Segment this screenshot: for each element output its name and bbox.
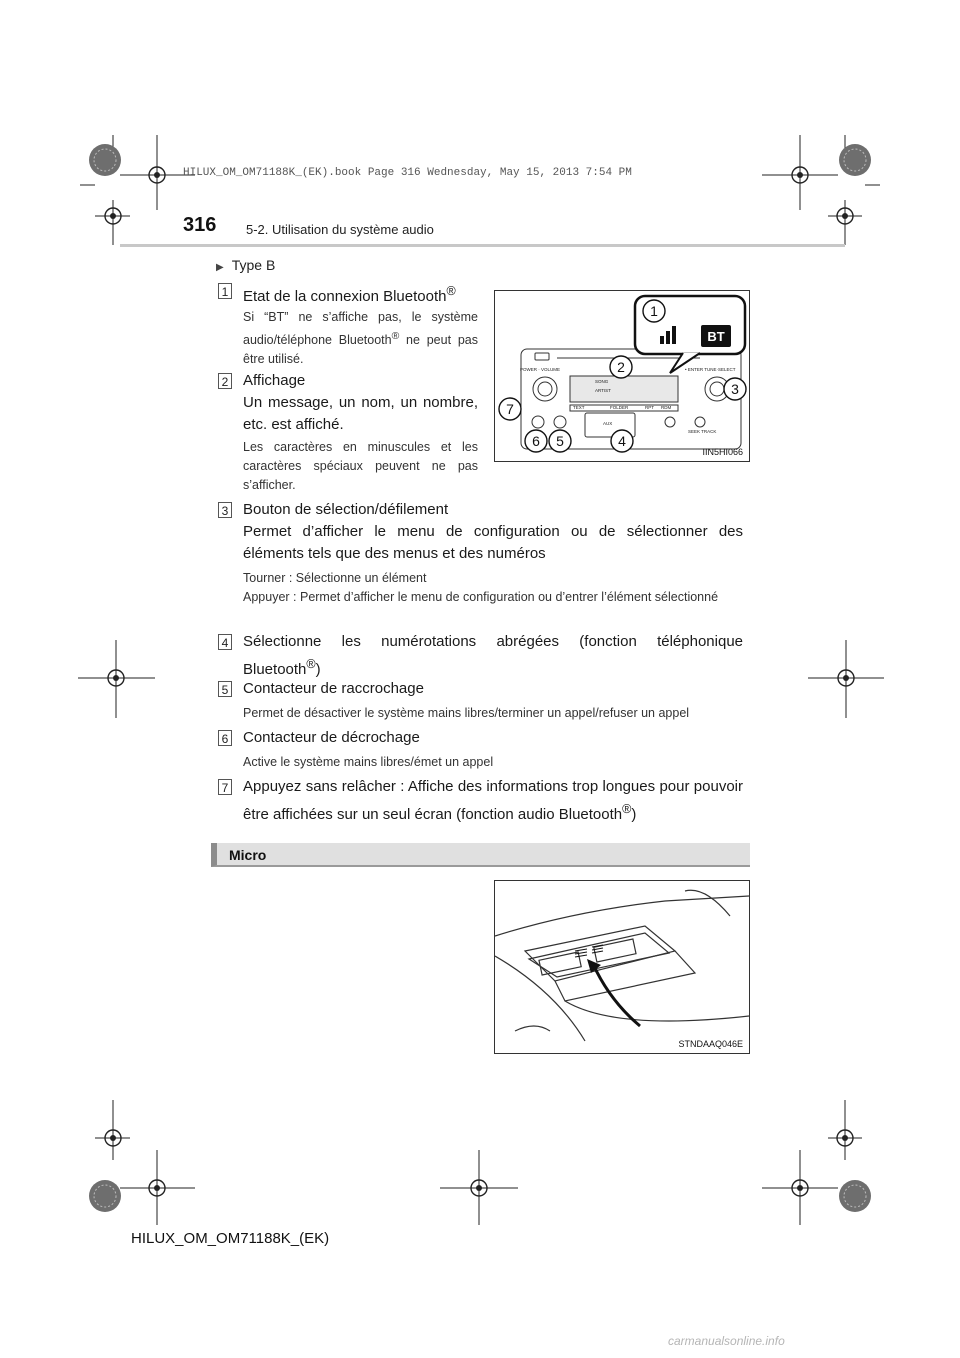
page-number: 316 [183,214,217,236]
seek-track-label: SEEK TRACK [688,429,717,434]
registered-mark: ® [622,802,632,816]
callout-6: 6 [532,433,540,449]
item-subtitle: Permet d’afficher le menu de configuration ou de sélectionner des éléments tels que des menus et des numéros [243,523,743,562]
item-desc [243,308,478,369]
item-title [243,631,743,681]
registered-mark: ® [446,284,456,298]
callout-1: 1 [650,303,658,319]
item-title: Contacteur de décrochage [243,729,420,746]
item-title-text: Sélectionne les numérotations abrégées (fonction téléphonique Bluetooth [243,633,743,678]
folder-label: FOLDER [610,405,629,410]
item-number: 1 [218,283,232,299]
item-number: 5 [218,681,232,697]
item-number: 3 [218,502,232,518]
item-number: 7 [218,779,232,795]
audio-unit-illustration [495,291,749,461]
type-label [216,257,275,273]
item-title: Bouton de sélection/défilement [243,501,449,518]
triangle-bullet-icon: ▶ [216,262,224,273]
item-desc: Active le système mains libres/émet un appel [243,755,494,769]
bt-indicator-label: BT [707,329,725,344]
micro-section-header [211,843,750,867]
item-desc: Les caractères en minuscules et les caractères spéciaux peuvent ne pas s’afficher. [243,440,478,492]
item-title [243,776,743,826]
song-label: SONG [595,379,609,384]
text-button-label: TEXT [573,405,585,410]
figure-caption: IIN5HI066 [702,447,743,457]
figure-caption: STNDAAQ046E [678,1039,743,1049]
callout-2: 2 [617,359,625,375]
callout-7: 7 [506,401,514,417]
callout-3: 3 [731,381,739,397]
microphone-illustration [495,881,749,1053]
aux-label: AUX [603,421,613,426]
type-label-text: Type B [231,257,276,273]
callout-4: 4 [618,433,626,449]
artist-label: ARTIST [595,388,611,393]
item-desc: Tourner : Sélectionne un élément [243,571,427,585]
item-desc: Appuyer : Permet d’afficher le menu de configuration ou d’entrer l’élément sélectionné [243,590,719,604]
item-desc-text: Si “BT” ne s’affiche pas, le système audio/téléphone Bluetooth [243,310,478,348]
header-rule [120,244,845,247]
print-header: HILUX_OM_OM71188K_(EK).book Page 316 Wednesday, May 15, 2013 7:54 PM [183,167,632,179]
item-number: 6 [218,730,232,746]
microphone-figure [494,880,750,1054]
section-title: 5-2. Utilisation du système audio [246,222,434,237]
registered-mark: ® [391,331,400,342]
item-title: Affichage [243,372,306,389]
item-title [243,280,478,308]
callout-5: 5 [556,433,564,449]
enter-tune-select-label: • ENTER TUNE·SELECT [685,367,736,372]
rpt-label: RPT [645,405,654,410]
item-title-text: Appuyez sans relâcher : Affiche des informations trop longues pour pouvoir être affichées sur un seul écran (fonction audio Bluetooth [243,778,743,823]
rdm-label: RDM [661,405,672,410]
item-number: 4 [218,634,232,650]
item-title: Contacteur de raccrochage [243,680,424,697]
item-desc-text: ne peut pas être utilisé. [243,333,478,367]
audio-unit-figure [494,290,750,462]
item-number: 2 [218,373,232,389]
watermark: carmanualsonline.info [668,1334,785,1348]
item-title-text: ) [631,806,637,823]
registered-mark: ® [306,657,316,671]
item-title-text: ) [315,661,321,678]
footer-code: HILUX_OM_OM71188K_(EK) [131,1230,330,1247]
power-volume-label: POWER · VOLUME [520,367,561,372]
item-desc: Permet de désactiver le système mains libres/terminer un appel/refuser un appel [243,706,690,720]
micro-heading: Micro [229,847,267,863]
item-title-text: Etat de la connexion Bluetooth [243,288,447,305]
item-subtitle: Un message, un nom, un nombre, etc. est affiché. [243,394,478,433]
